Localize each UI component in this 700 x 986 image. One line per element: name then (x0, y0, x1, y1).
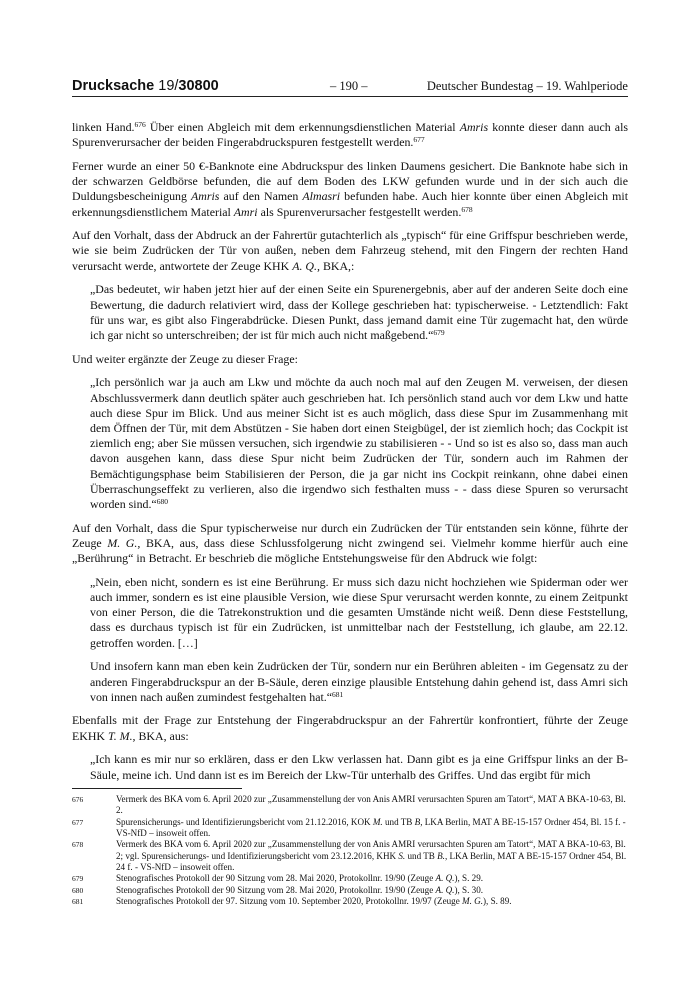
footnote-text: B (414, 816, 421, 827)
paragraph: Und weiter ergänzte der Zeuge zu dieser Frage: (72, 351, 298, 366)
footnote-text: M. (372, 816, 383, 827)
footnote-ref: 678 (461, 204, 473, 214)
paragraph: Auf den Vorhalt, dass der Abdruck an der Fahrertür gutachterlich als „typisch“ für eine Griffspur beschrieben werde, wie sie beim Zudrücken der Tür von außen, neben dem Fahrzeug stehend, mit den Fingern der rechten Hand verursacht werde, antwortete der Zeuge KHK A. Q., BKA,: (72, 228, 628, 273)
footnote-number: 679 (72, 874, 84, 884)
footnote-text: Stenografisches Protokoll der 90 Sitzung vom 28. Mai 2020, Protokollnr. 19/90 (Zeuge (116, 873, 436, 884)
footnote-text: und TB (405, 850, 438, 861)
footnote (72, 885, 628, 896)
footnote-ref: 679 (433, 327, 445, 337)
paragraph: Ebenfalls mit der Frage zur Entstehung der Fingerabdruckspur an der Fahrertür konfrontiert, führte der Zeuge EKHK T. M., BKA, aus: (72, 713, 628, 743)
footnote-text: S. (398, 850, 406, 861)
footnote-number: 677 (72, 817, 84, 827)
footnote-text: ), S. 30. (454, 884, 484, 895)
doc-label: Drucksache (72, 78, 155, 94)
footnote-ref: 680 (156, 496, 168, 506)
footnote (72, 896, 628, 907)
footnote (72, 817, 628, 839)
footnote-number: 680 (72, 885, 84, 895)
footnote (72, 794, 628, 816)
footnote-text: , LKA Berlin, MAT A BE-15-157 Ordner 454, Bl. 15 f. - VS-NfD – insoweit offen. (116, 816, 626, 838)
footnote-text: B. (437, 850, 445, 861)
quote-block: „Nein, eben nicht, sondern es ist eine Berührung. Er muss sich dazu nicht hochziehen wie Spiderman oder wer auch immer, sondern es ist eine plausible Version, wie diese Spur verursacht werden konnte, zu einem Zeitpunkt von einer Person, die die Tatrekonstruktion und die gesamten Umstände nicht weiß. Denn diese Feststellung, dass es durchaus typisch ist für ein Zudrücken, ist unmittelbar nach der Feststellung, ich glaube, am 22.12. getroffen worden. […] (90, 574, 628, 650)
main-text (72, 120, 628, 791)
footnote-text: Vermerk des BKA vom 6. April 2020 zur „Zusammenstellung der von Anis AMRI verursachten Spuren am Tatort“, MAT A BKA-10-63, Bl. 2; vgl. Spurensicherungs- und Identifizierungsbericht vom 23.12.2016, KHK (116, 839, 626, 861)
footnote-ref: 677 (413, 135, 425, 145)
footnote-text: Vermerk des BKA vom 6. April 2020 zur „Zusammenstellung der von Anis AMRI verursachten Spuren am Tatort“, MAT A BKA-10-63, Bl. 2. (116, 794, 626, 816)
document-number (72, 78, 219, 94)
quote-block: „Das bedeutet, wir haben jetzt hier auf der einen Seite ein Spurenergebnis, aber auf der anderen Seite doch eine Bewertung, die dadurch relativiert wird, dass der Kollege geschrieben hat: typischerweise. - Letztendlich: Fakt für uns war, es gibt also Fingerabdrücke. Diesen Punkt, dass jemand damit eine Tür zugemacht hat, den würde ich gar nicht so unterschreiben; der ist für mich auch nicht maßgebend.“$^{679}$ (90, 282, 628, 342)
footnote-text: , LKA Berlin, MAT A BE-15-157 Ordner 454, Bl. 24 f. - VS-NfD – insoweit offen. (116, 850, 627, 872)
footnote-ref: 676 (134, 120, 146, 129)
footnote-text: A. Q. (435, 884, 455, 895)
issuer: Deutscher Bundestag – 19. Wahlperiode (426, 79, 628, 93)
footnote-text: Stenografisches Protokoll der 97. Sitzung vom 10. September 2020, Protokollnr. 19/97 (Zeuge (116, 896, 463, 907)
footnote (72, 873, 628, 884)
footnote-text: M. G. (462, 896, 483, 907)
quote-block: „Ich persönlich war ja auch am Lkw und möchte da auch noch mal auf den Zeugen M. verweisen, der diesen Abschlussvermerk dann deutlich später auch geschrieben hat. Ich persönlich stand auch vor dem Lkw und hatte auch diese Spur im Blick. Und aus meiner Sicht ist es auch möglich, dass diese Spur im Zusammenhang mit dem Öffnen der Tür, mit dem Abstützen - Sie haben dort einen Steigbügel, der ist ziemlich hoch; das Cockpit ist ziemlich eng; aber Sie müssen versuchen, sich irgendwie zu stabilisieren - - Und so ist es also so, dass man auch davon ausgehen kann, dass diese Spur nicht beim Zudrücken der Tür, sondern auch im Rahmen der Bemächtigungsphase beim Stabilisieren der Person, die ja gar nicht ins Cockpit reinkann, ohne dabei einen Überraschungseffekt zu verlieren, also die irgendwo sich festhalten muss - - dass diese Spuren so verursacht worden sind.“$^{680}$ (90, 375, 628, 511)
footnote-text: Spurensicherungs- und Identifizierungsbericht vom 21.12.2016, KOK (116, 816, 373, 827)
footnote-text: ), S. 29. (454, 873, 484, 884)
footnote-text: ), S. 89. (483, 896, 512, 907)
paragraph: linken Hand.$^{676}$ Über einen Abgleich mit dem erkennungsdienstlichen Material Amris konnte dieser dann auch als Spurenverursacher der beiden Fingerabdruckspuren festgestellt werden.$^{677}$ (72, 120, 629, 150)
doc-num-main: 30800 (178, 78, 219, 94)
footnote-number: 678 (72, 840, 84, 850)
doc-num-prefix: 19/ (158, 78, 179, 94)
footnote (72, 839, 628, 873)
paragraph: Ferner wurde an einer 50 €-Banknote eine Abdruckspur des linken Daumens gesichert. Die Banknote habe sich in der schwarzen Geldbörse befunden, die auf dem Boden des LKW gefunden wurde und in der sich auch die Duldungsbescheinigung Amris auf den Namen Almasri befunden habe. Auch hier konnte über einen Abgleich mit erkennungsdienstlichem Material Amri als Spurenverursacher festgestellt werden.$^{678}$ (72, 158, 629, 219)
quote-block: Und insofern kann man eben kein Zudrücken der Tür, sondern nur ein Berühren ableiten - im Gegensatz zu der anderen Fingerabdruckspur an der B-Säule, deren einzige plausible Entstehung dahin gehend ist, dass Amri sich von innen nach außen zumindest festgehalten hat.“$^{681}$ (90, 659, 628, 704)
footnote-text: A. Q. (435, 873, 455, 884)
footnote-number: 676 (72, 795, 84, 804)
footnotes (72, 794, 628, 908)
footnote-text: und TB (382, 816, 415, 827)
page-header (72, 78, 628, 97)
footnote-number: 681 (72, 897, 84, 907)
footnote-separator (72, 788, 242, 789)
quote-block: „Ich kann es mir nur so erklären, dass er den Lkw verlassen hat. Dann gibt es ja eine Griffspur links an der B-Säule, meine ich. Und dann ist es im Bereich der Lkw-Tür unterhalb des Griffes. Und das ergibt für mich (90, 752, 628, 782)
footnote-ref: 681 (332, 689, 344, 699)
footnote-text: Stenografisches Protokoll der 90 Sitzung vom 28. Mai 2020, Protokollnr. 19/90 (Zeuge (116, 884, 436, 895)
paragraph: Auf den Vorhalt, dass die Spur typischerweise nur durch ein Zudrücken der Tür entstanden sein könne, führte der Zeuge M. G., BKA, aus, dass diese Schlussfolgerung nicht zwingend sei. Vielmehr komme hierfür auch eine „Berührung“ in Betracht. Er beschrieb die mögliche Entstehungsweise für den Abdruck wie folgt: (72, 520, 628, 566)
page-number: – 190 – (330, 79, 368, 93)
